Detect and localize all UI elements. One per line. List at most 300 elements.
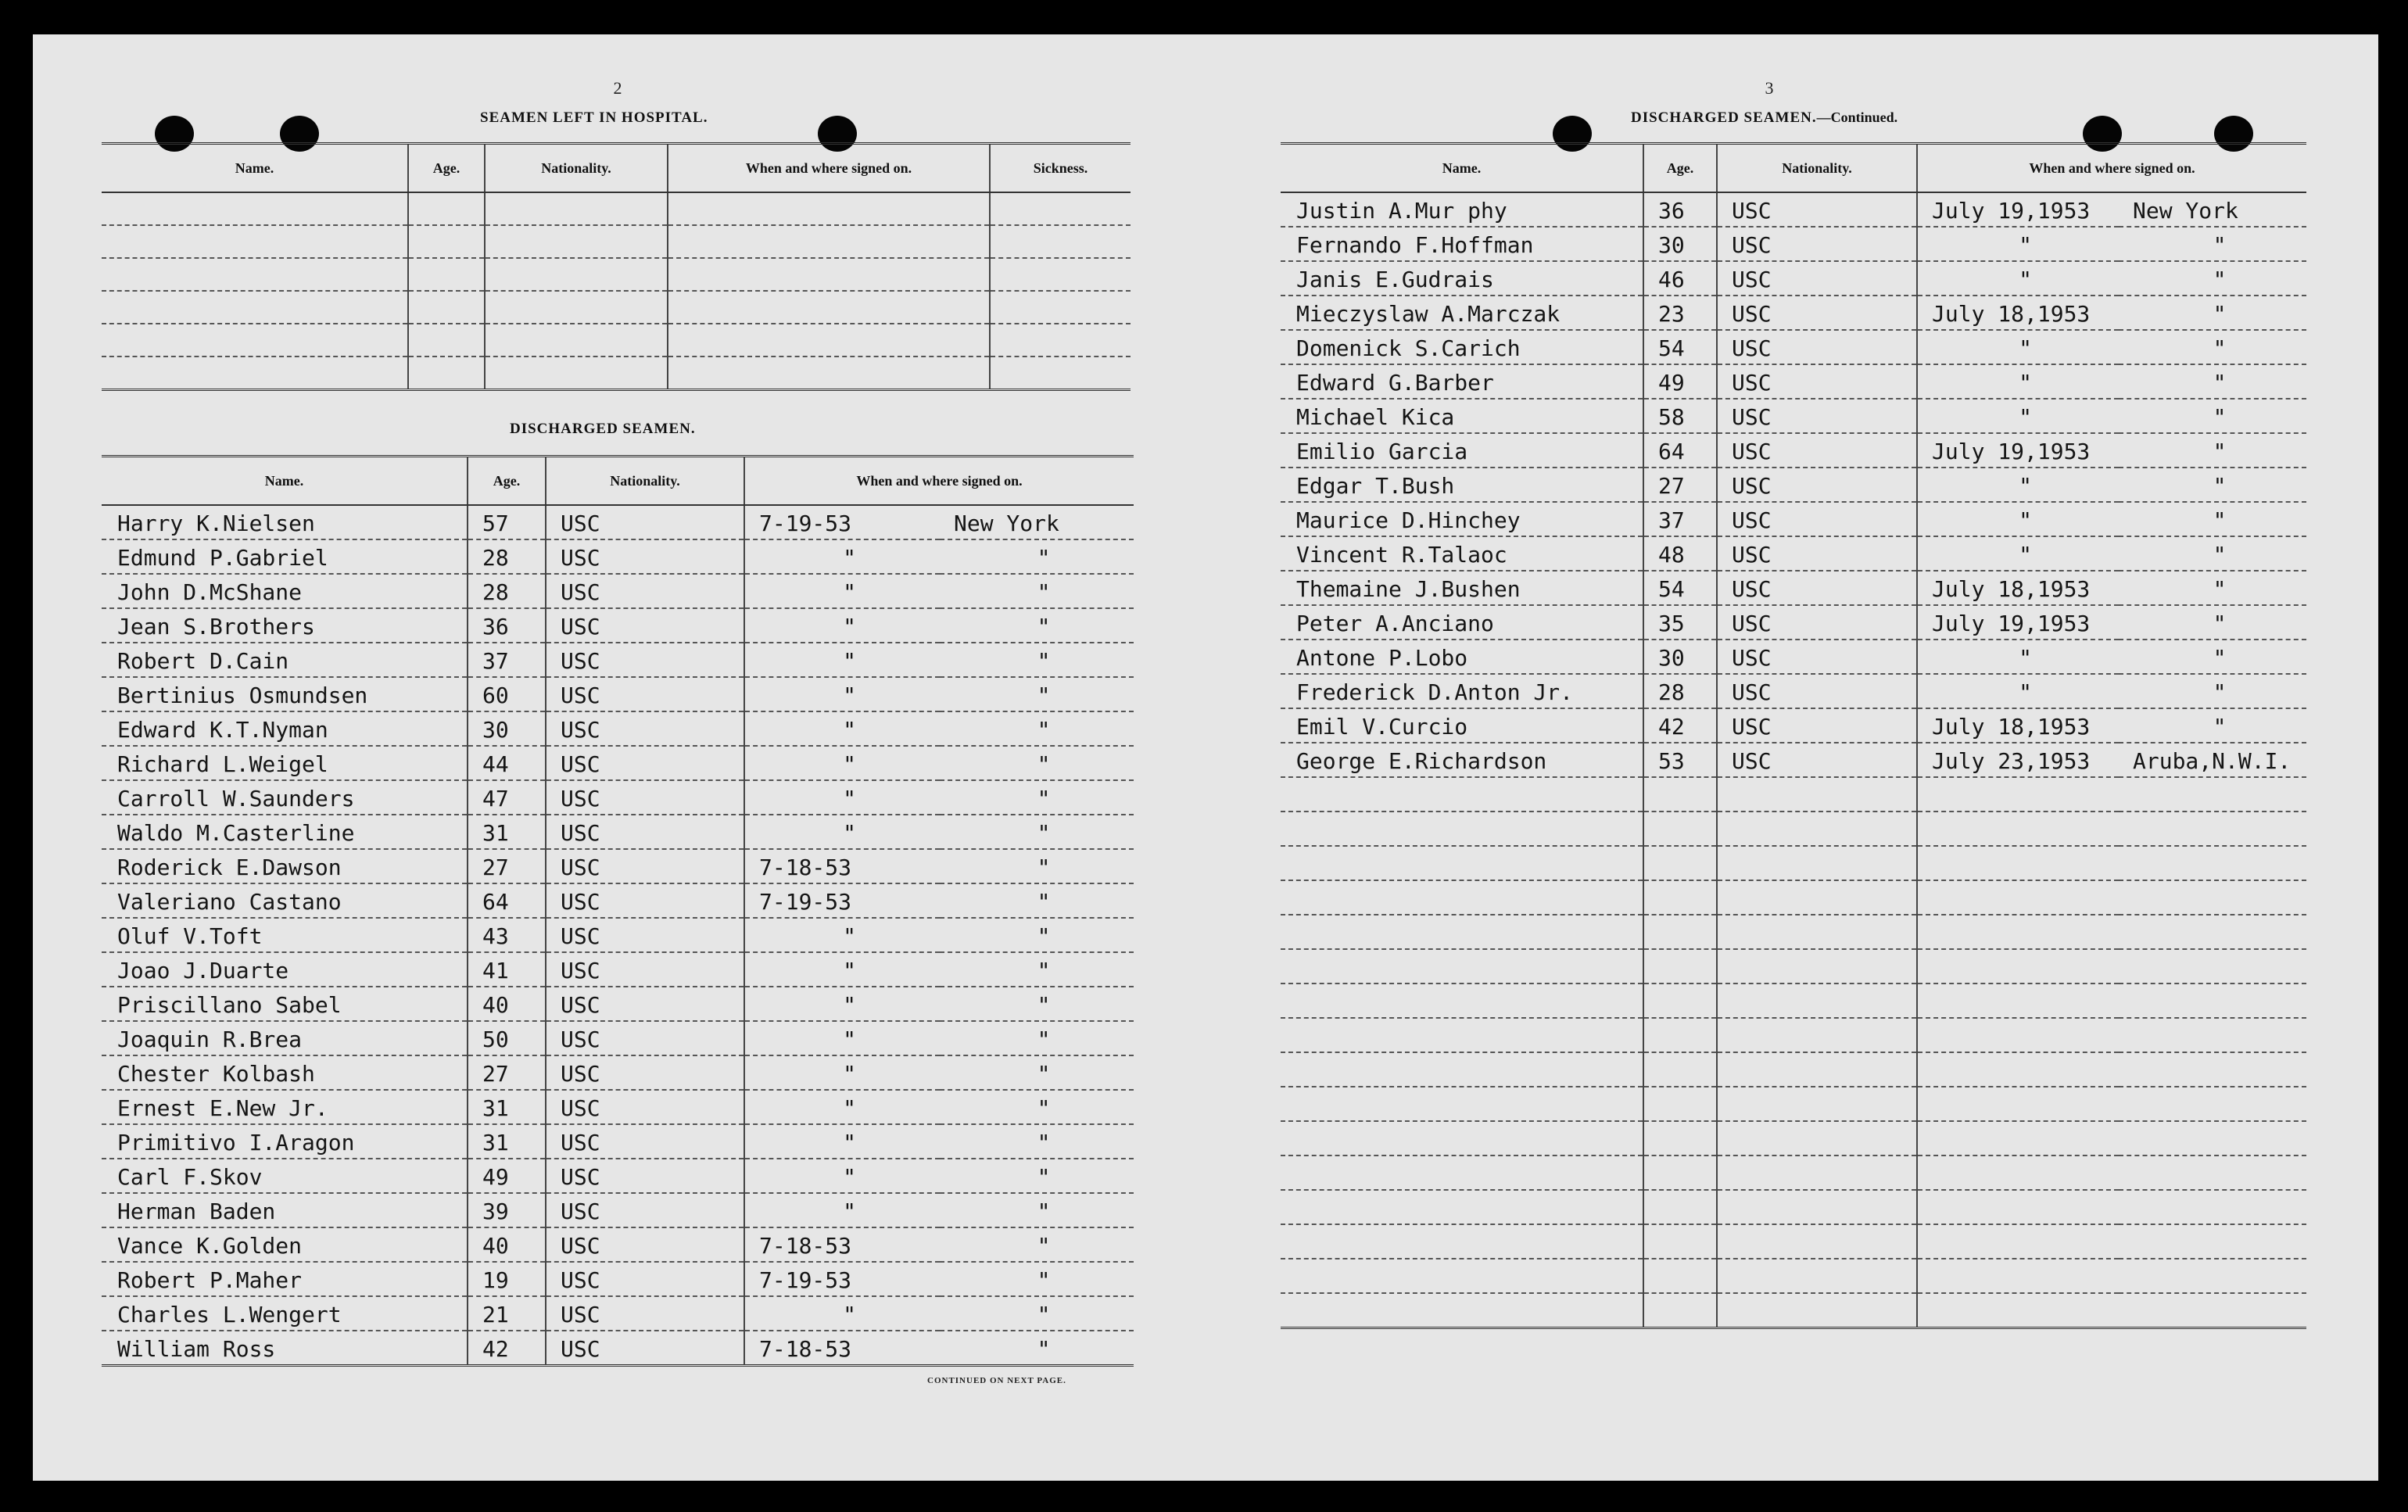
blank-cell xyxy=(1643,1293,1717,1328)
seaman-name: Valeriano Castano xyxy=(102,883,468,918)
blank-cell xyxy=(102,192,408,225)
column-header: Nationality. xyxy=(485,144,668,193)
table-row xyxy=(102,1124,1134,1159)
table-row xyxy=(102,746,1134,780)
seaman-name: Michael Kica xyxy=(1281,399,1643,433)
blank-cell xyxy=(1643,777,1717,812)
hospital-section-title: SEAMEN LEFT IN HOSPITAL. xyxy=(480,109,708,126)
blank-cell xyxy=(408,192,485,225)
seaman-nationality: USC xyxy=(546,677,744,711)
table-row xyxy=(102,883,1134,918)
discharged-section-title: DISCHARGED SEAMEN. xyxy=(510,421,696,437)
seaman-nationality: USC xyxy=(546,608,744,643)
signed-on-date: " xyxy=(1917,674,2119,708)
seaman-nationality: USC xyxy=(1717,192,1917,227)
seaman-age: 41 xyxy=(468,952,546,987)
table-row xyxy=(1281,330,2306,364)
blank-row xyxy=(1281,1052,2306,1087)
seaman-age: 46 xyxy=(1643,261,1717,296)
table-row xyxy=(102,1055,1134,1090)
blank-cell xyxy=(668,258,990,291)
signed-on-place: Aruba,N.W.I. xyxy=(2119,743,2306,777)
signed-on-place: " xyxy=(940,677,1134,711)
signed-on-place: " xyxy=(940,1055,1134,1090)
column-header-row xyxy=(102,144,1131,193)
seaman-name: Ernest E.New Jr. xyxy=(102,1090,468,1124)
seaman-age: 31 xyxy=(468,1090,546,1124)
blank-row xyxy=(1281,1293,2306,1328)
blank-cell xyxy=(408,291,485,324)
table-row xyxy=(1281,296,2306,330)
blank-cell xyxy=(2119,1190,2306,1224)
signed-on-place: " xyxy=(940,711,1134,746)
seaman-age: 64 xyxy=(1643,433,1717,468)
blank-cell xyxy=(1643,1190,1717,1224)
table-row xyxy=(1281,433,2306,468)
seaman-nationality: USC xyxy=(1717,640,1917,674)
seaman-age: 23 xyxy=(1643,296,1717,330)
blank-cell xyxy=(102,291,408,324)
seaman-age: 30 xyxy=(1643,227,1717,261)
seaman-nationality: USC xyxy=(1717,674,1917,708)
table-row xyxy=(102,539,1134,574)
seaman-name: Robert P.Maher xyxy=(102,1262,468,1296)
seaman-name: Richard L.Weigel xyxy=(102,746,468,780)
seaman-name: Harry K.Nielsen xyxy=(102,505,468,539)
blank-cell xyxy=(1917,846,2119,880)
blank-cell xyxy=(2119,984,2306,1018)
blank-cell xyxy=(1643,1121,1717,1155)
blank-cell xyxy=(1917,1224,2119,1259)
signed-on-place: " xyxy=(940,1296,1134,1331)
blank-cell xyxy=(408,225,485,258)
seaman-name: Roderick E.Dawson xyxy=(102,849,468,883)
blank-row xyxy=(102,192,1131,225)
signed-on-place: " xyxy=(2119,708,2306,743)
blank-cell xyxy=(1917,777,2119,812)
blank-cell xyxy=(102,324,408,357)
table-row xyxy=(102,952,1134,987)
seaman-nationality: USC xyxy=(1717,399,1917,433)
blank-cell xyxy=(668,225,990,258)
table-row xyxy=(102,1331,1134,1366)
table-row xyxy=(102,608,1134,643)
blank-cell xyxy=(1643,812,1717,846)
section-title-suffix: —Continued. xyxy=(1816,109,1898,125)
signed-on-place: " xyxy=(940,608,1134,643)
table-row xyxy=(102,677,1134,711)
seaman-name: Fernando F.Hoffman xyxy=(1281,227,1643,261)
table-row xyxy=(102,849,1134,883)
seaman-nationality: USC xyxy=(546,1296,744,1331)
seaman-nationality: USC xyxy=(1717,433,1917,468)
blank-cell xyxy=(1717,880,1917,915)
blank-cell xyxy=(485,192,668,225)
seaman-name: William Ross xyxy=(102,1331,468,1366)
blank-cell xyxy=(1643,949,1717,984)
seaman-nationality: USC xyxy=(1717,536,1917,571)
signed-on-date: July 23,1953 xyxy=(1917,743,2119,777)
discharged-seamen-continued-table xyxy=(1281,142,2306,1329)
signed-on-date: 7-18-53 xyxy=(744,849,940,883)
signed-on-date: " xyxy=(744,1193,940,1227)
signed-on-place: " xyxy=(2119,674,2306,708)
table-row xyxy=(102,815,1134,849)
signed-on-place: New York xyxy=(2119,192,2306,227)
column-header-row xyxy=(1281,144,2306,193)
blank-cell xyxy=(1643,1224,1717,1259)
blank-cell xyxy=(1281,880,1643,915)
signed-on-date: " xyxy=(1917,502,2119,536)
blank-cell xyxy=(1281,1155,1643,1190)
signed-on-place: " xyxy=(2119,364,2306,399)
seaman-nationality: USC xyxy=(546,746,744,780)
seaman-name: John D.McShane xyxy=(102,574,468,608)
blank-cell xyxy=(485,258,668,291)
seaman-age: 21 xyxy=(468,1296,546,1331)
blank-cell xyxy=(1717,812,1917,846)
seaman-age: 37 xyxy=(468,643,546,677)
seaman-age: 28 xyxy=(1643,674,1717,708)
discharged-seamen-table xyxy=(102,455,1134,1367)
signed-on-place: " xyxy=(940,1193,1134,1227)
seaman-name: Edward K.T.Nyman xyxy=(102,711,468,746)
column-header: When and where signed on. xyxy=(668,144,990,193)
blank-cell xyxy=(668,357,990,390)
table-row xyxy=(1281,227,2306,261)
column-header: Age. xyxy=(468,457,546,506)
seaman-age: 28 xyxy=(468,539,546,574)
blank-cell xyxy=(2119,1224,2306,1259)
blank-cell xyxy=(1281,777,1643,812)
table-row xyxy=(1281,364,2306,399)
column-header: Age. xyxy=(408,144,485,193)
signed-on-date: " xyxy=(744,574,940,608)
blank-cell xyxy=(1281,1293,1643,1328)
seaman-nationality: USC xyxy=(1717,708,1917,743)
table-row xyxy=(102,987,1134,1021)
blank-cell xyxy=(1281,1259,1643,1293)
seaman-age: 27 xyxy=(468,1055,546,1090)
table-row xyxy=(1281,261,2306,296)
signed-on-place: " xyxy=(940,849,1134,883)
seaman-age: 30 xyxy=(1643,640,1717,674)
blank-cell xyxy=(1717,915,1917,949)
seaman-nationality: USC xyxy=(546,952,744,987)
blank-row xyxy=(1281,1087,2306,1121)
blank-cell xyxy=(1281,1121,1643,1155)
blank-cell xyxy=(1917,1259,2119,1293)
blank-cell xyxy=(1717,777,1917,812)
seaman-age: 49 xyxy=(1643,364,1717,399)
seaman-nationality: USC xyxy=(1717,261,1917,296)
blank-cell xyxy=(2119,1087,2306,1121)
blank-cell xyxy=(1717,1293,1917,1328)
blank-cell xyxy=(102,357,408,390)
table-row xyxy=(1281,571,2306,605)
signed-on-date: " xyxy=(744,987,940,1021)
signed-on-date: 7-18-53 xyxy=(744,1331,940,1366)
blank-row xyxy=(102,291,1131,324)
table-row xyxy=(1281,674,2306,708)
blank-cell xyxy=(1643,915,1717,949)
signed-on-place: " xyxy=(2119,330,2306,364)
blank-cell xyxy=(1717,1259,1917,1293)
seaman-nationality: USC xyxy=(1717,468,1917,502)
column-header: Name. xyxy=(102,457,468,506)
signed-on-place: " xyxy=(940,1159,1134,1193)
blank-cell xyxy=(1917,1121,2119,1155)
signed-on-place: " xyxy=(940,1227,1134,1262)
blank-cell xyxy=(408,357,485,390)
signed-on-date: July 19,1953 xyxy=(1917,605,2119,640)
blank-cell xyxy=(1917,949,2119,984)
seaman-age: 19 xyxy=(468,1262,546,1296)
seaman-name: Mieczyslaw A.Marczak xyxy=(1281,296,1643,330)
table-row xyxy=(1281,640,2306,674)
column-header: When and where signed on. xyxy=(1917,144,2306,193)
blank-cell xyxy=(1281,984,1643,1018)
blank-cell xyxy=(2119,777,2306,812)
blank-cell xyxy=(668,291,990,324)
signed-on-place: " xyxy=(940,574,1134,608)
seaman-name: Chester Kolbash xyxy=(102,1055,468,1090)
table-row xyxy=(102,918,1134,952)
signed-on-date: " xyxy=(744,746,940,780)
blank-cell xyxy=(1643,846,1717,880)
seaman-name: Carroll W.Saunders xyxy=(102,780,468,815)
seaman-name: Charles L.Wengert xyxy=(102,1296,468,1331)
blank-cell xyxy=(485,324,668,357)
blank-cell xyxy=(2119,846,2306,880)
seaman-age: 27 xyxy=(468,849,546,883)
signed-on-date: " xyxy=(744,1124,940,1159)
blank-cell xyxy=(1917,915,2119,949)
blank-cell xyxy=(1281,915,1643,949)
blank-row xyxy=(1281,915,2306,949)
signed-on-date: " xyxy=(744,1090,940,1124)
signed-on-place: " xyxy=(2119,261,2306,296)
table-row xyxy=(1281,605,2306,640)
signed-on-date: 7-19-53 xyxy=(744,1262,940,1296)
blank-cell xyxy=(2119,1293,2306,1328)
blank-cell xyxy=(668,192,990,225)
seaman-name: Justin A.Mur phy xyxy=(1281,192,1643,227)
blank-cell xyxy=(2119,1155,2306,1190)
seaman-age: 31 xyxy=(468,815,546,849)
seaman-name: George E.Richardson xyxy=(1281,743,1643,777)
table-row xyxy=(102,643,1134,677)
signed-on-date: " xyxy=(1917,468,2119,502)
signed-on-date: " xyxy=(744,815,940,849)
seaman-age: 42 xyxy=(468,1331,546,1366)
table-row xyxy=(102,1262,1134,1296)
signed-on-place: " xyxy=(940,780,1134,815)
signed-on-place: New York xyxy=(940,505,1134,539)
blank-cell xyxy=(1643,880,1717,915)
signed-on-date: " xyxy=(744,780,940,815)
seaman-name: Edgar T.Bush xyxy=(1281,468,1643,502)
signed-on-date: " xyxy=(744,643,940,677)
signed-on-date: July 19,1953 xyxy=(1917,433,2119,468)
seaman-name: Priscillano Sabel xyxy=(102,987,468,1021)
seaman-nationality: USC xyxy=(546,643,744,677)
seaman-age: 37 xyxy=(1643,502,1717,536)
seaman-age: 60 xyxy=(468,677,546,711)
section-title-text: DISCHARGED SEAMEN. xyxy=(1631,109,1817,126)
seaman-nationality: USC xyxy=(546,1124,744,1159)
signed-on-date: " xyxy=(744,952,940,987)
seaman-age: 47 xyxy=(468,780,546,815)
table-row xyxy=(1281,502,2306,536)
signed-on-place: " xyxy=(940,952,1134,987)
signed-on-place: " xyxy=(2119,605,2306,640)
signed-on-place: " xyxy=(940,643,1134,677)
seaman-age: 39 xyxy=(468,1193,546,1227)
table-row xyxy=(1281,743,2306,777)
seaman-name: Carl F.Skov xyxy=(102,1159,468,1193)
signed-on-place: " xyxy=(940,883,1134,918)
blank-cell xyxy=(1717,1018,1917,1052)
seaman-name: Emilio Garcia xyxy=(1281,433,1643,468)
blank-cell xyxy=(1917,1293,2119,1328)
signed-on-date: " xyxy=(744,1296,940,1331)
seaman-name: Primitivo I.Aragon xyxy=(102,1124,468,1159)
seaman-age: 58 xyxy=(1643,399,1717,433)
blank-row xyxy=(1281,846,2306,880)
blank-cell xyxy=(1717,1052,1917,1087)
signed-on-place: " xyxy=(940,1021,1134,1055)
signed-on-date: 7-19-53 xyxy=(744,883,940,918)
blank-cell xyxy=(990,324,1131,357)
seaman-nationality: USC xyxy=(1717,502,1917,536)
blank-cell xyxy=(2119,915,2306,949)
signed-on-place: " xyxy=(940,1090,1134,1124)
signed-on-date: " xyxy=(1917,227,2119,261)
blank-cell xyxy=(1917,1087,2119,1121)
seaman-age: 53 xyxy=(1643,743,1717,777)
signed-on-place: " xyxy=(940,1331,1134,1366)
table-row xyxy=(102,505,1134,539)
seaman-nationality: USC xyxy=(546,1331,744,1366)
column-header: Nationality. xyxy=(546,457,744,506)
signed-on-place: " xyxy=(2119,640,2306,674)
table-row xyxy=(102,1090,1134,1124)
seaman-name: Frederick D.Anton Jr. xyxy=(1281,674,1643,708)
table-row xyxy=(1281,399,2306,433)
blank-cell xyxy=(2119,880,2306,915)
blank-row xyxy=(1281,949,2306,984)
table-row xyxy=(102,1021,1134,1055)
table-row xyxy=(102,780,1134,815)
blank-cell xyxy=(1717,1155,1917,1190)
blank-cell xyxy=(990,357,1131,390)
blank-cell xyxy=(1917,1052,2119,1087)
blank-cell xyxy=(990,192,1131,225)
seaman-nationality: USC xyxy=(546,1193,744,1227)
seaman-nationality: USC xyxy=(1717,296,1917,330)
signed-on-date: " xyxy=(744,711,940,746)
blank-cell xyxy=(1281,1190,1643,1224)
signed-on-date: " xyxy=(1917,399,2119,433)
seaman-name: Oluf V.Toft xyxy=(102,918,468,952)
seaman-name: Edmund P.Gabriel xyxy=(102,539,468,574)
seaman-name: Emil V.Curcio xyxy=(1281,708,1643,743)
seaman-name: Peter A.Anciano xyxy=(1281,605,1643,640)
signed-on-place: " xyxy=(940,1124,1134,1159)
seaman-nationality: USC xyxy=(546,883,744,918)
blank-cell xyxy=(2119,949,2306,984)
seaman-nationality: USC xyxy=(546,539,744,574)
signed-on-date: " xyxy=(744,1021,940,1055)
seaman-age: 43 xyxy=(468,918,546,952)
seaman-nationality: USC xyxy=(1717,364,1917,399)
seaman-age: 64 xyxy=(468,883,546,918)
seaman-age: 50 xyxy=(468,1021,546,1055)
blank-cell xyxy=(2119,1052,2306,1087)
seaman-age: 42 xyxy=(1643,708,1717,743)
seaman-nationality: USC xyxy=(546,711,744,746)
seaman-name: Bertinius Osmundsen xyxy=(102,677,468,711)
seaman-age: 40 xyxy=(468,987,546,1021)
blank-cell xyxy=(1643,984,1717,1018)
table-row xyxy=(102,1159,1134,1193)
signed-on-date: " xyxy=(744,608,940,643)
seaman-age: 54 xyxy=(1643,330,1717,364)
seaman-name: Domenick S.Carich xyxy=(1281,330,1643,364)
blank-cell xyxy=(1643,1155,1717,1190)
table-row xyxy=(1281,192,2306,227)
blank-cell xyxy=(408,258,485,291)
seaman-name: Joaquin R.Brea xyxy=(102,1021,468,1055)
seaman-age: 40 xyxy=(468,1227,546,1262)
page-number: 2 xyxy=(613,78,622,98)
seaman-nationality: USC xyxy=(546,1021,744,1055)
signed-on-date: " xyxy=(744,1055,940,1090)
blank-cell xyxy=(1717,846,1917,880)
column-header: Sickness. xyxy=(990,144,1131,193)
seaman-nationality: USC xyxy=(546,987,744,1021)
blank-cell xyxy=(1281,1018,1643,1052)
signed-on-date: July 19,1953 xyxy=(1917,192,2119,227)
signed-on-place: " xyxy=(940,539,1134,574)
seaman-nationality: USC xyxy=(1717,605,1917,640)
signed-on-date: July 18,1953 xyxy=(1917,296,2119,330)
blank-cell xyxy=(1717,949,1917,984)
column-header: Name. xyxy=(102,144,408,193)
blank-row xyxy=(102,357,1131,390)
blank-row xyxy=(1281,1224,2306,1259)
blank-cell xyxy=(1717,984,1917,1018)
column-header-row xyxy=(102,457,1134,506)
blank-cell xyxy=(1643,1259,1717,1293)
blank-cell xyxy=(1917,984,2119,1018)
blank-row xyxy=(1281,812,2306,846)
signed-on-place: " xyxy=(940,918,1134,952)
blank-cell xyxy=(1917,1155,2119,1190)
column-header: Age. xyxy=(1643,144,1717,193)
blank-cell xyxy=(990,291,1131,324)
seaman-nationality: USC xyxy=(1717,330,1917,364)
blank-cell xyxy=(1281,812,1643,846)
signed-on-place: " xyxy=(2119,227,2306,261)
signed-on-date: " xyxy=(744,677,940,711)
table-row xyxy=(1281,708,2306,743)
blank-row xyxy=(1281,777,2306,812)
seaman-name: Waldo M.Casterline xyxy=(102,815,468,849)
table-row xyxy=(1281,536,2306,571)
blank-cell xyxy=(1917,1190,2119,1224)
